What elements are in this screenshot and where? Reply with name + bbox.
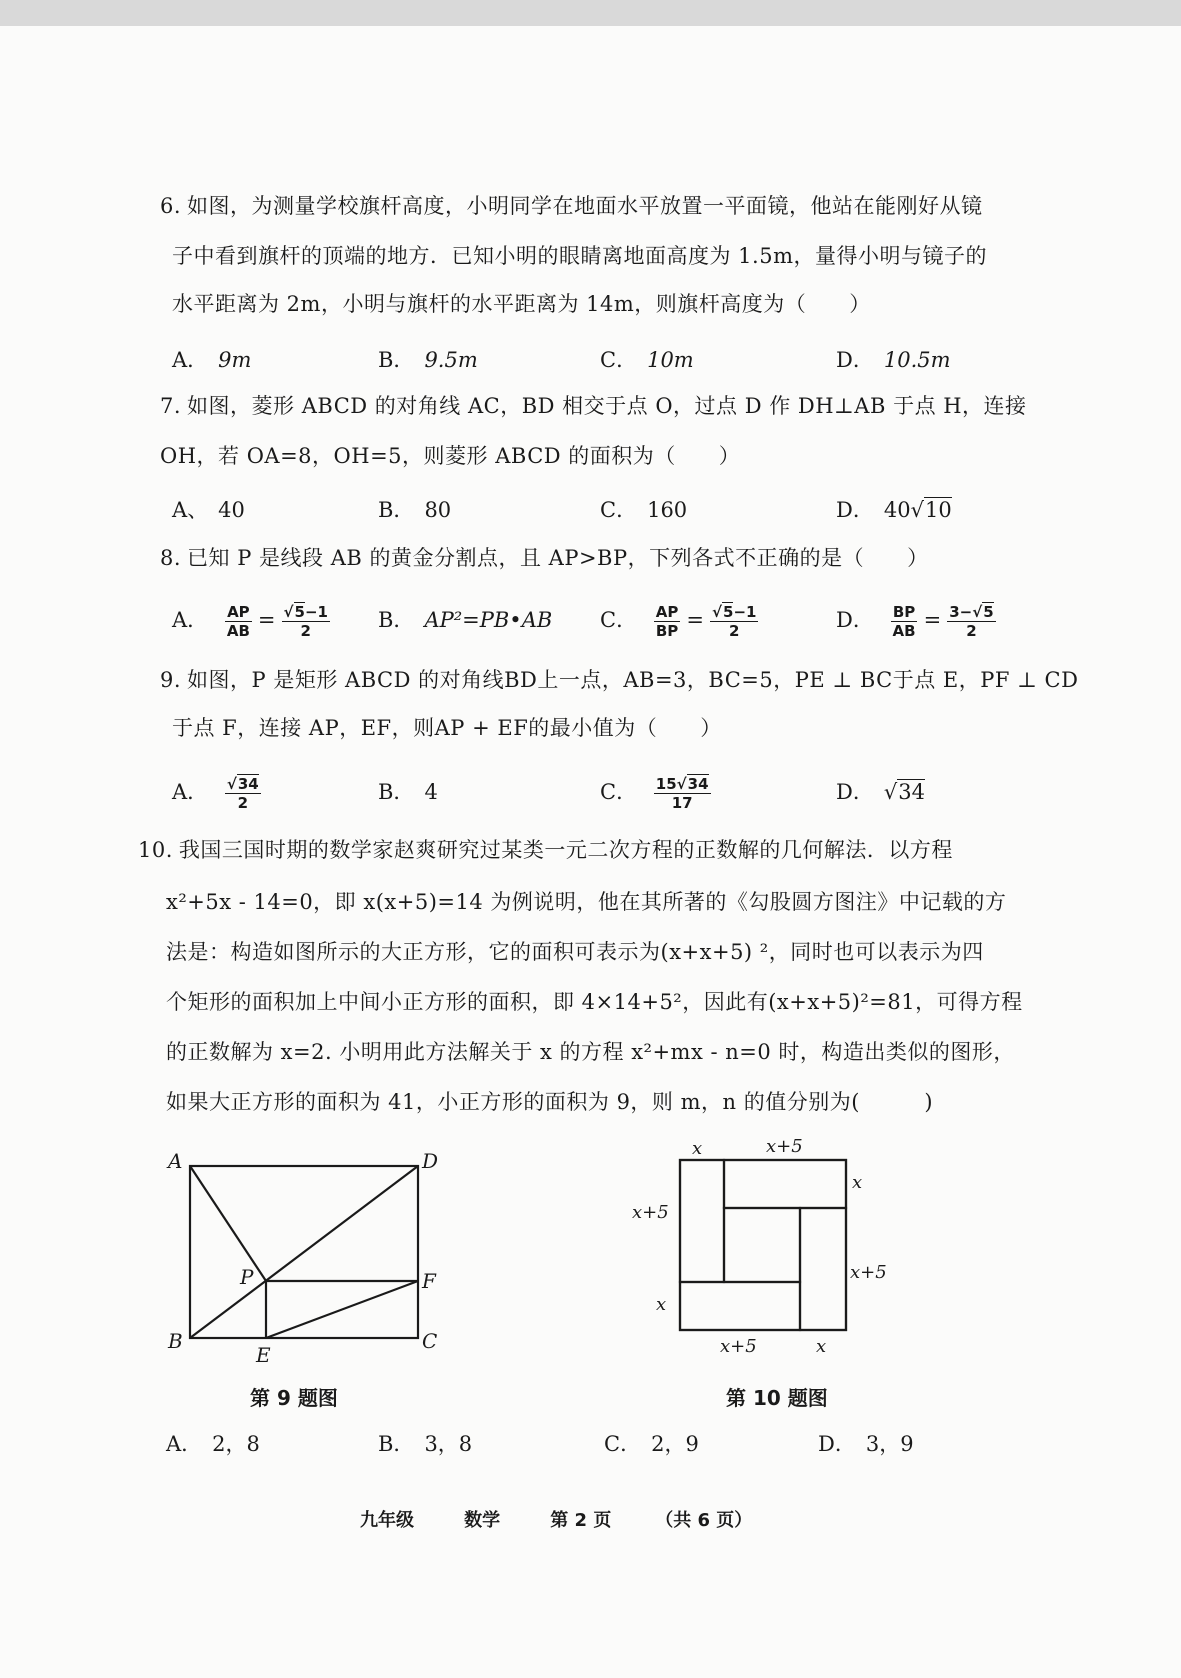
q9-options xyxy=(172,772,1052,822)
label-top-x-plus-5: x+5 xyxy=(766,1138,803,1157)
rect-right-bottom xyxy=(800,1208,846,1330)
q8-line1 xyxy=(160,544,1040,572)
q10-line5: 的正数解为 x=2. 小明用此方法解关于 x 的方程 x²+mx - n=0 时，构造出类似的图形， xyxy=(166,1040,1015,1064)
q7-number: 7. xyxy=(160,394,182,418)
footer-page: 第 2 页 xyxy=(550,1510,612,1531)
q6-line2: 子中看到旗杆的顶端的地方．已知小明的眼睛离地面高度为 1.5m，量得小明与镜子的 xyxy=(172,244,987,268)
q10-text-1: 我国三国时期的数学家赵爽研究过某类一元二次方程的正数解的几何解法．以方程 xyxy=(178,838,953,862)
label-bottom-x-plus-5: x+5 xyxy=(720,1336,757,1357)
q8-option-b: B． AP²=PB•AB xyxy=(378,608,553,632)
q7-option-b: B． 80 xyxy=(378,498,452,522)
q8-option-d: D． $\frac{BP}{AB}$ = $\frac{3-√5}{2}$ xyxy=(836,603,994,640)
label-f: F xyxy=(422,1269,436,1293)
figure-10-caption: 第 10 题图 xyxy=(726,1386,828,1410)
q9-text-1: 如图，P 是矩形 ABCD 的对角线BD上一点，AB=3，BC=5，PE ⊥ BC于点 E，PF ⊥ CD xyxy=(187,668,1079,692)
q7-line2: OH，若 OA=8，OH=5，则菱形 ABCD 的面积为（ ） xyxy=(160,444,741,468)
page-footer xyxy=(360,1506,752,1532)
q6-option-d: D． 10.5m xyxy=(836,348,951,372)
label-right-x-plus-5: x+5 xyxy=(850,1262,887,1283)
q8-options xyxy=(172,600,1052,650)
footer-subject: 数学 xyxy=(464,1510,501,1531)
q9-number: 9. xyxy=(160,668,182,692)
outer-square xyxy=(680,1160,846,1330)
label-e: E xyxy=(256,1343,271,1366)
segment-ap xyxy=(190,1166,266,1281)
label-left-x-plus-5: x+5 xyxy=(632,1202,669,1223)
q10-option-b: B． 3，8 xyxy=(378,1432,473,1456)
q7-line1 xyxy=(160,392,1040,420)
inner-small-square xyxy=(724,1208,800,1282)
q9-option-a: A． $\frac{√34}{2}$ xyxy=(172,775,259,812)
q10-line4: 个矩形的面积加上中间小正方形的面积，即 4×14+5²，因此有(x+x+5)²=81，可得方程 xyxy=(166,990,1023,1014)
q7-options xyxy=(172,490,1052,530)
q9-option-b: B． 4 xyxy=(378,780,438,804)
q9-line1 xyxy=(160,666,1079,694)
q6-option-b: B． 9.5m xyxy=(378,348,478,372)
q7-text-1: 如图，菱形 ABCD 的对角线 AC，BD 相交于点 O，过点 D 作 DH⊥AB 于点 H，连接 xyxy=(187,394,1027,418)
q10-line6: 如果大正方形的面积为 41，小正方形的面积为 9，则 m，n 的值分别为( ) xyxy=(166,1090,934,1114)
q10-line1 xyxy=(138,836,1018,864)
rect-bottom-left xyxy=(680,1282,800,1330)
label-right-x: x xyxy=(852,1172,863,1193)
q9-option-c: C． $\frac{15√34}{17}$ xyxy=(600,775,709,812)
q8-option-a: A． $\frac{AP}{AB}$ = $\frac{√5-1}{2}$ xyxy=(172,603,328,640)
figure-9-caption: 第 9 题图 xyxy=(250,1386,338,1410)
q6-line3: 水平距离为 2m，小明与旗杆的水平距离为 14m，则旗杆高度为（ ） xyxy=(172,292,871,316)
q6-options xyxy=(172,340,1052,380)
label-a: A xyxy=(168,1149,183,1173)
q6-text-1: 如图，为测量学校旗杆高度，小明同学在地面水平放置一平面镜，他站在能刚好从镜 xyxy=(187,194,983,218)
q10-option-d: D． 3，9 xyxy=(818,1432,914,1456)
q7-option-a: A、 40 xyxy=(172,498,245,522)
label-d: D xyxy=(422,1149,439,1173)
q6-number: 6. xyxy=(160,194,182,218)
q8-text-1: 已知 P 是线段 AB 的黄金分割点，且 AP>BP，下列各式不正确的是（ ） xyxy=(187,546,929,570)
q9-option-d: D． √34 xyxy=(836,780,925,804)
label-left-x: x xyxy=(656,1294,667,1315)
q10-option-c: C． 2，9 xyxy=(604,1432,699,1456)
label-top-x: x xyxy=(692,1138,703,1159)
q6-line1 xyxy=(160,192,1040,220)
q8-option-c: C． $\frac{AP}{BP}$ = $\frac{√5-1}{2}$ xyxy=(600,603,757,640)
rect-top-right xyxy=(724,1160,846,1208)
figure-10-square-diagram xyxy=(620,1138,900,1368)
q10-option-a: A． 2，8 xyxy=(166,1432,260,1456)
q6-option-c: C． 10m xyxy=(600,348,694,372)
diagonal-bd xyxy=(190,1166,418,1338)
q9-line2: 于点 F，连接 AP，EF，则AP + EF的最小值为（ ） xyxy=(172,716,722,740)
q10-number: 10. xyxy=(138,838,173,862)
label-bottom-x: x xyxy=(816,1336,827,1357)
footer-total: （共 6 页） xyxy=(655,1510,753,1531)
label-b: B xyxy=(168,1329,183,1353)
label-c: C xyxy=(422,1329,438,1353)
segment-ef xyxy=(266,1281,418,1338)
figure-9-rectangle-diagram xyxy=(160,1140,460,1366)
q6-option-a: A． 9m xyxy=(172,348,252,372)
q10-line3: 法是：构造如图所示的大正方形，它的面积可表示为(x+x+5) ²，同时也可以表示为四 xyxy=(166,940,984,964)
q10-line2: x²+5x - 14=0，即 x(x+5)=14 为例说明，他在其所著的《勾股圆方图注》中记载的方 xyxy=(166,890,1007,914)
q8-number: 8. xyxy=(160,546,182,570)
rect-left-top xyxy=(680,1160,724,1282)
q10-options xyxy=(166,1424,1052,1464)
q7-option-d: D． 40√10 xyxy=(836,498,952,522)
q7-option-c: C． 160 xyxy=(600,498,688,522)
label-p: P xyxy=(240,1265,254,1289)
top-gray-band xyxy=(0,0,1181,26)
footer-grade: 九年级 xyxy=(360,1510,414,1531)
